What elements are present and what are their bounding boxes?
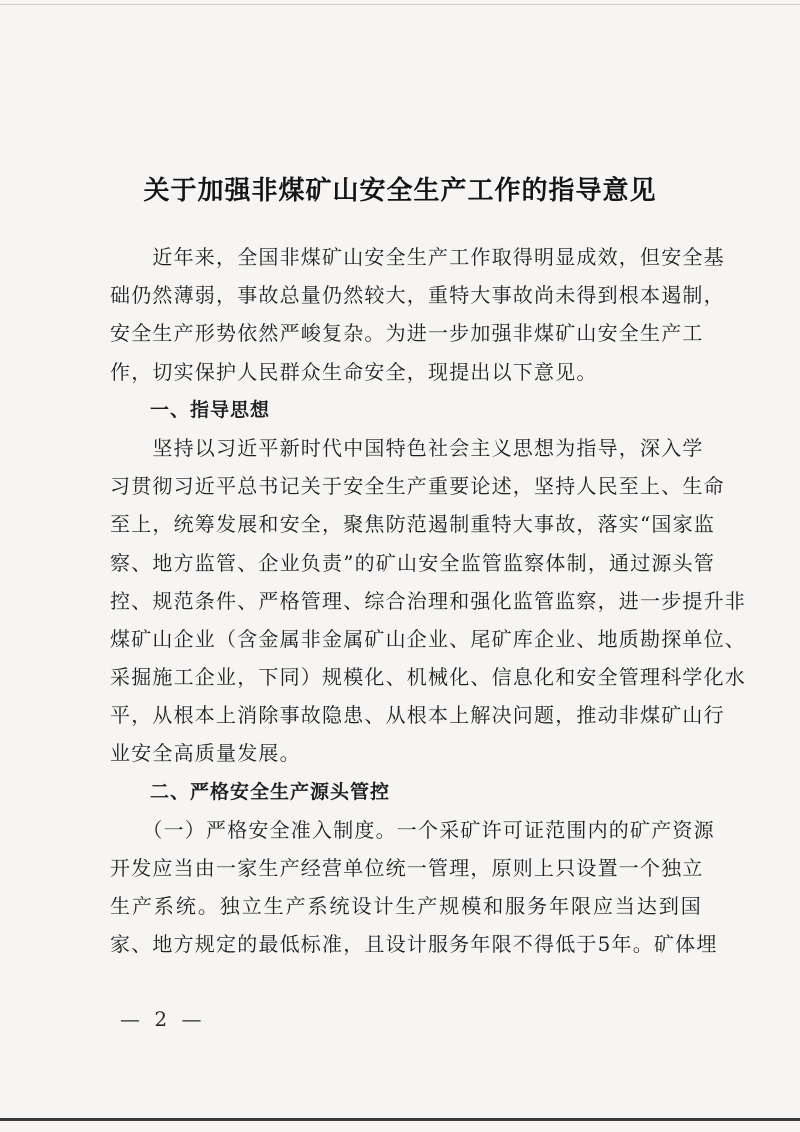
paragraph-line: 采掘施工企业，下同）规模化、机械化、信息化和安全管理科学化水	[110, 665, 746, 690]
paragraph-line: 坚持以习近平新时代中国特色社会主义思想为指导，深入学	[110, 435, 704, 460]
paragraph-line: 家、地方规定的最低标准，且设计服务年限不得低于5年。矿体埋	[110, 932, 718, 957]
paragraph-line: 生产系统。独立生产系统设计生产规模和服务年限应当达到国	[110, 894, 702, 919]
section-heading: 二、严格安全生产源头管控	[110, 780, 391, 803]
document-title: 关于加强非煤矿山安全生产工作的指导意见	[143, 176, 657, 206]
document-body	[110, 238, 746, 964]
top-divider	[0, 4, 800, 5]
paragraph-line: 近年来，全国非煤矿山安全生产工作取得明显成效，但安全基	[110, 245, 725, 269]
paragraph-line: 开发应当由一家生产经营单位统一管理，原则上只设置一个独立	[110, 856, 704, 880]
paragraph-line: 习贯彻习近平总书记关于安全生产重要论述，坚持人民至上、生命	[110, 474, 725, 499]
paragraph-line: 安全生产形势依然严峻复杂。为进一步加强非煤矿山安全生产工	[110, 321, 704, 346]
paragraph-line: 作，切实保护人民群众生命安全，现提出以下意见。	[110, 359, 598, 384]
paragraph-line: 础仍然薄弱，事故总量仍然较大，重特大事故尚未得到根本遏制，	[110, 283, 725, 308]
paragraph-line: 控、规范条件、严格管理、综合治理和强化监管监察，进一步提升非	[110, 588, 746, 613]
paragraph-line: 煤矿山企业（含金属非金属矿山企业、尾矿库企业、地质勘探单位、	[110, 626, 746, 651]
paragraph-line: 察、地方监管、企业负责”的矿山安全监管监察体制，通过源头管	[110, 550, 716, 575]
section-heading: 一、指导思想	[110, 398, 271, 421]
paragraph-line: 业安全高质量发展。	[110, 741, 301, 766]
page-number: — 2 —	[120, 1007, 206, 1031]
paragraph-line: （一）严格安全准入制度。一个采矿许可证范围内的矿产资源	[110, 817, 715, 842]
paragraph-line: 平，从根本上消除事故隐患、从根本上解决问题，推动非煤矿山行	[110, 703, 725, 728]
bottom-divider	[0, 1118, 800, 1121]
paragraph-line: 至上，统筹发展和安全，聚焦防范遏制重特大事故，落实“国家监	[110, 512, 716, 537]
